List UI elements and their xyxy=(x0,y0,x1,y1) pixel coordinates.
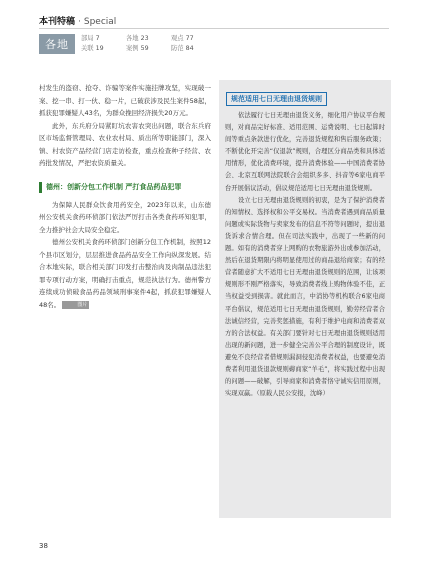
stat-value: 59 xyxy=(140,45,149,52)
stat-cell xyxy=(171,34,216,44)
sidebar-body xyxy=(225,110,385,400)
body-paragraph xyxy=(39,236,211,311)
stat-label: 防范 xyxy=(171,45,184,52)
region-label-box xyxy=(39,34,75,54)
stat-label: 各地 xyxy=(126,35,139,42)
stats-row xyxy=(81,44,216,54)
body-paragraph: 为保障人民群众饮食用药安全，2023年以来，山东德州公安机关食药环侦部门依法严厉打击各类食药环知犯罪，全力推护社会大局安全稳定。 xyxy=(39,200,211,234)
page-number: 38 xyxy=(39,542,48,550)
header-divider xyxy=(39,28,389,29)
stat-label: 案例 xyxy=(126,45,139,52)
stat-cell xyxy=(126,44,171,54)
stat-cell xyxy=(81,34,126,44)
stat-value: 23 xyxy=(140,35,149,42)
stat-cell xyxy=(126,34,171,44)
stats-table xyxy=(81,34,216,54)
stat-label: 部局 xyxy=(81,35,94,42)
sidebar-paragraph: 设立七日无理由退货规则的初衷，是为了保护消费者的知情权、选择权和公平交易权。当消费者遇到商品质量问题或实际货物与卖家发布的信息不符等问题时，提出退货诉求合情合理。但在司法实践中，出现了一些新的问题。如有的消费者穿上网购的衣物旅游外出或参加活动，然后在退货期限内将明显使用过的商品退给商家；有的经营者随意扩大不适用七日无理由退货规则的范围，让该项规则形不刚严格落实，导致消费者线上购物体验不佳，正当权益受到损害。就此而言，中消协等机构联合6家电商平台倡议，规范适用七日无理由退货规则，勤劳经营者合法诚信经营，完善奖惩措施，有利于维护电商和消费者双方的合法权益。有关部门要针对七日无理由退货规则适用出现的新问题，进一步健全完善公平合理的制度设计，既避免不良经营者借规则漏洞侵犯消费者权益，也要避免消费者利用退货退款规则薅商家“羊毛”，将实践过程中出现的问题——破解，引导商家和消费者恪守诚实信用原则，实现双赢。（原载人民公安报，沈峰） xyxy=(225,196,385,398)
stat-value: 84 xyxy=(185,45,194,52)
body-paragraph: 此外，东兵府分局紧盯坑农害农突出问题，联合东兵府区市场监督管理局、农业农村局、质出所等职能部门，深入镇、村农资产品经营门店走访检查，重点检查种子经营、农药批发情况，严把农资质量关。 xyxy=(39,121,211,167)
body-paragraph-text: 德州公安机关食药环侦部门创新分包工作机制，按照12个县市区划分，层层推进食品药品安全工作向纵深发展。结合本地实际，联合相关部门印发打击整治肉及肉制品违法犯罪专项行动方案，明确打击重点，规范执法行为。德州警方连续成功侦破食品药品领域刑事案件4起，抓获犯罪嫌疑人48名。 xyxy=(39,238,211,309)
stat-cell xyxy=(81,44,126,54)
stat-value: 19 xyxy=(95,45,104,52)
image-source-tag: 图片 xyxy=(62,301,89,309)
sidebar-title: 规范适用七日无理由退货规则 xyxy=(226,92,327,106)
stat-label: 关联 xyxy=(81,45,94,52)
left-column xyxy=(39,82,211,311)
stats-row xyxy=(81,34,216,44)
stat-cell xyxy=(171,44,216,54)
section-subtitle: · Special xyxy=(78,17,117,27)
stat-value: 7 xyxy=(95,35,100,42)
sidebar-paragraph: 依法履行七日无理由退货义务，细化用户协议平台规则，对商品完好标准、适用范围、运费说明、七日起算时间等重点条款进行优化，完善退货规程和售后服务政策；不断优化开完善“仅退款”规则，合理区分商品类和具体适用情形，优化消费环境，提升消费体验——中国消费者协会、北京互联网法院联合会组织多多、抖音等6家电商平台开展倡议活动，倡议规范适用七日无理由退货规则。 xyxy=(225,112,385,192)
stat-label: 观点 xyxy=(171,35,184,42)
article-subheading: 德州：创新分包工作机制 严打食品药品犯罪 xyxy=(39,182,211,193)
stat-value: 77 xyxy=(185,35,194,42)
sidebar-box xyxy=(219,80,391,518)
section-title xyxy=(39,14,116,27)
region-label: 各地 xyxy=(45,38,69,51)
section-title-text: 本刊特稿 xyxy=(39,17,76,27)
body-paragraph: 村发生的盗窃、抢夺、诈骗等案件实施挂牌攻坚，实现破一案、挖一串、打一伙、稳一片，已破获涉及民生案件58起，抓获犯罪嫌疑人43名，为群众挽回经济损失20万元。 xyxy=(39,84,211,117)
